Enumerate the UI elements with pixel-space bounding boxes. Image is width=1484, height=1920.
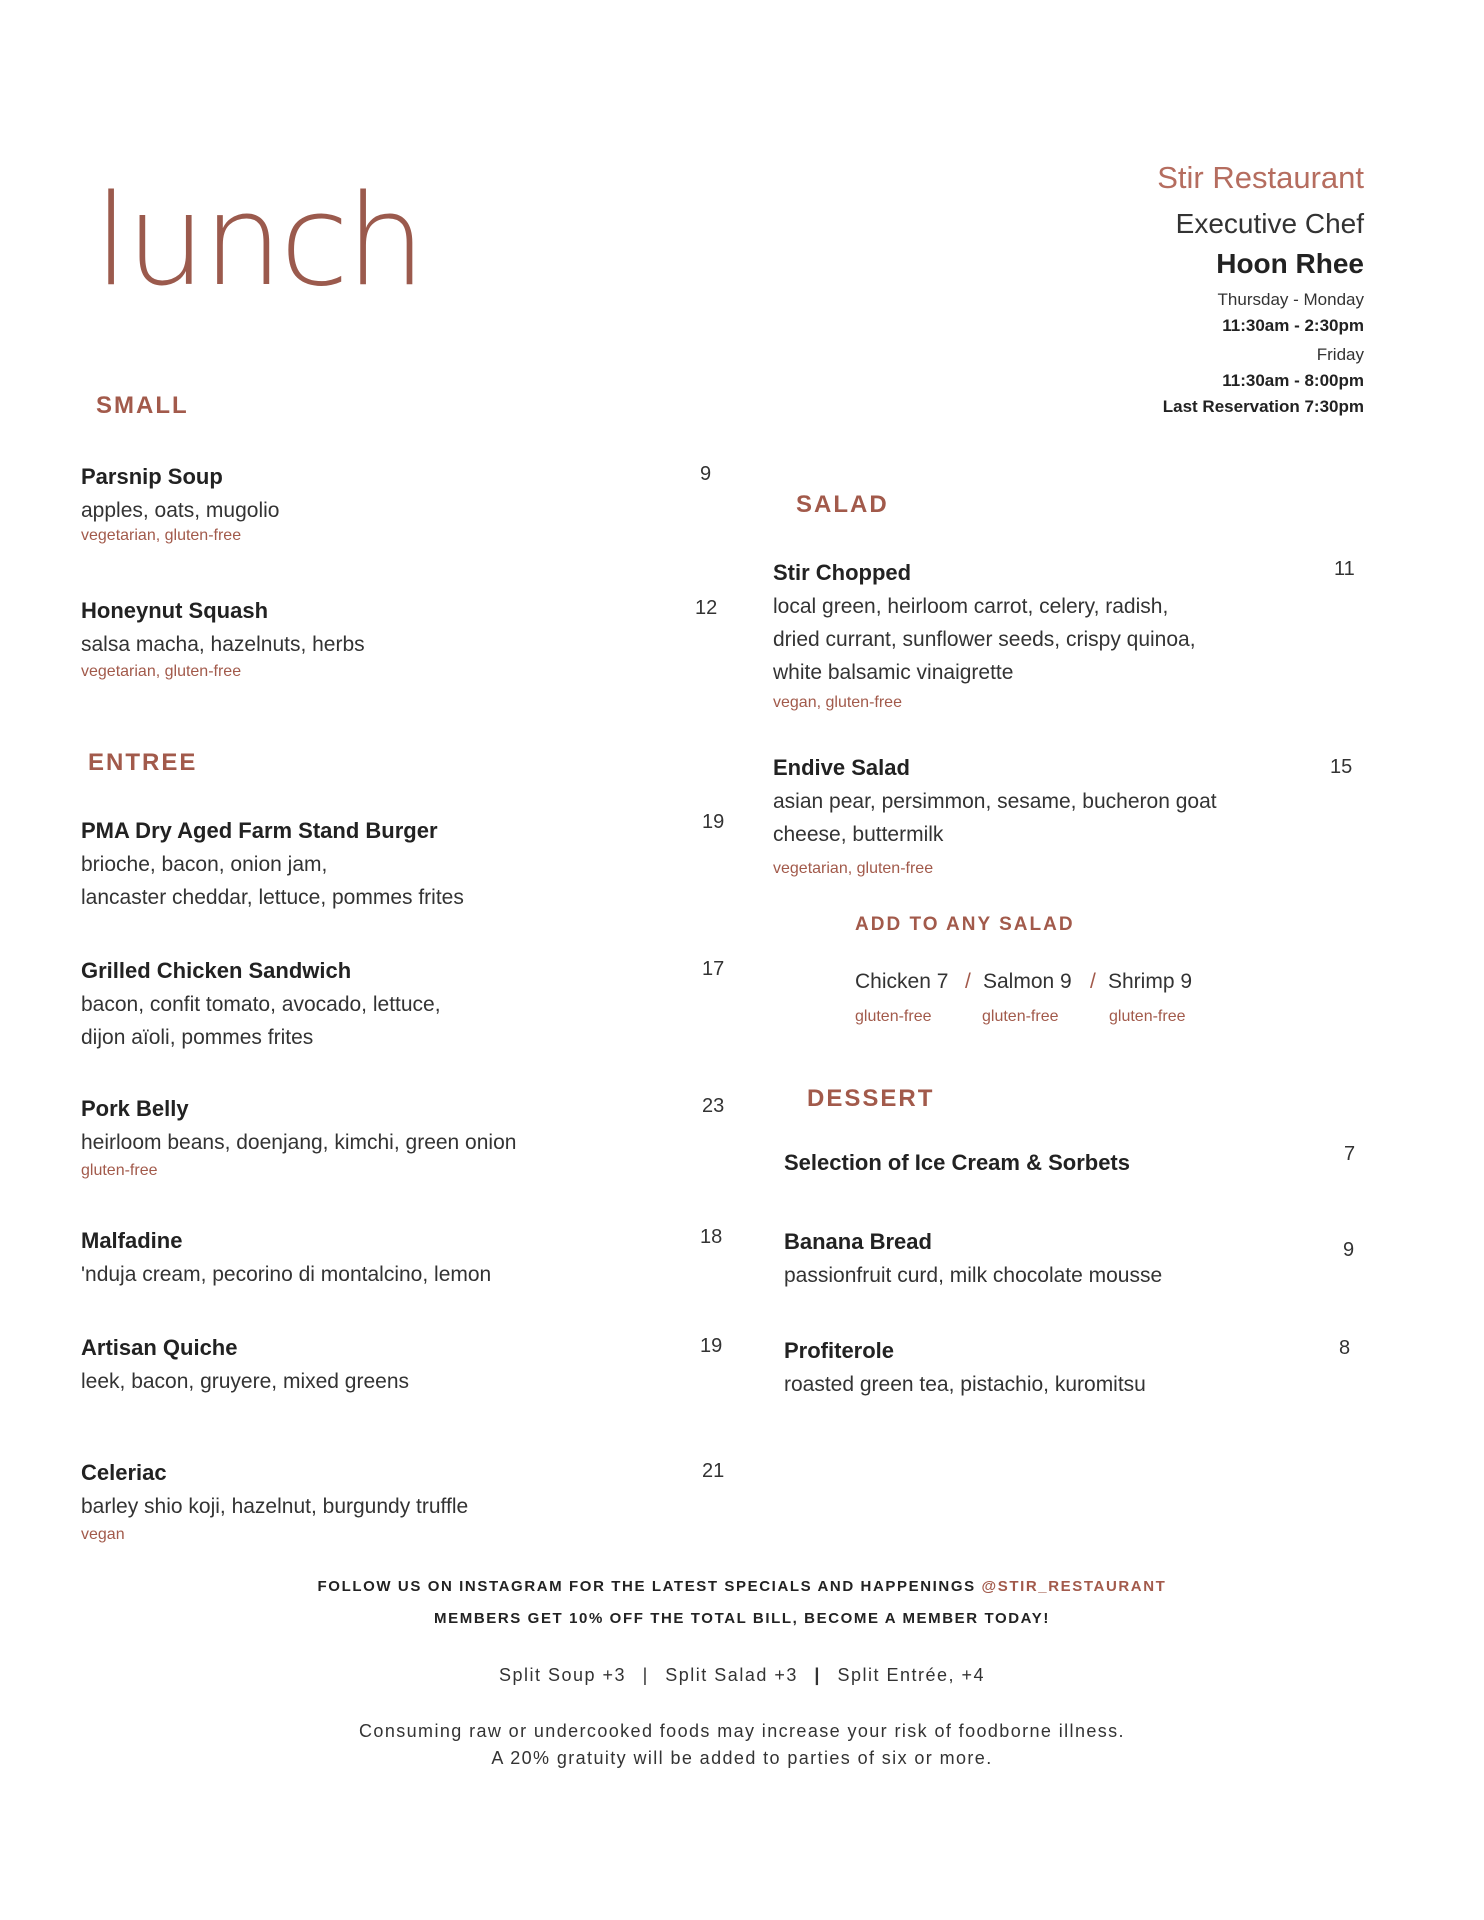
addon-dietary-tag: gluten-free — [982, 1008, 1059, 1025]
item-description: passionfruit curd, milk chocolate mousse — [784, 1264, 1163, 1287]
item-description: heirloom beans, doenjang, kimchi, green onion — [81, 1131, 517, 1154]
item-dietary-tag: vegan, gluten-free — [773, 694, 902, 711]
item-description: roasted green tea, pistachio, kuromitsu — [784, 1373, 1146, 1396]
item-name: Celeriac — [81, 1460, 167, 1485]
item-price: 18 — [700, 1226, 723, 1248]
item-dietary-tag: gluten-free — [81, 1162, 158, 1179]
item-name: Endive Salad — [773, 755, 910, 780]
item-description: asian pear, persimmon, sesame, bucheron goat — [773, 790, 1217, 813]
hours-days-1: Thursday - Monday — [1217, 290, 1364, 309]
item-description: dried currant, sunflower seeds, crispy quinoa, — [773, 628, 1196, 651]
item-description: 'nduja cream, pecorino di montalcino, lemon — [81, 1263, 492, 1286]
item-price: 15 — [1330, 756, 1353, 778]
item-dietary-tag: vegetarian, gluten-free — [773, 860, 934, 877]
item-price: 8 — [1339, 1337, 1351, 1359]
food-safety-notice: Consuming raw or undercooked foods may increase your risk of foodborne illness. — [359, 1721, 1125, 1741]
section-heading-dessert: DESSERT — [807, 1085, 935, 1112]
item-name: Artisan Quiche — [81, 1335, 238, 1360]
instagram-notice — [0, 1578, 1484, 1595]
item-dietary-tag: vegetarian, gluten-free — [81, 527, 242, 544]
restaurant-name: Stir Restaurant — [1157, 160, 1364, 195]
item-name: Parsnip Soup — [81, 464, 223, 489]
split-entree: Split Entrée, +4 — [837, 1665, 986, 1685]
item-description: white balsamic vinaigrette — [773, 661, 1014, 684]
section-heading-small: SMALL — [96, 392, 189, 419]
addon-dietary-tag: gluten-free — [855, 1008, 932, 1025]
item-description: salsa macha, hazelnuts, herbs — [81, 633, 365, 656]
item-dietary-tag: vegan — [81, 1526, 125, 1543]
chef-name: Hoon Rhee — [1216, 248, 1364, 279]
addon-salmon: Salmon 9 — [983, 970, 1072, 993]
item-name: Stir Chopped — [773, 560, 912, 585]
instagram-handle[interactable]: @STIR_RESTAURANT — [981, 1578, 1167, 1595]
addon-dietary-tag: gluten-free — [1109, 1008, 1186, 1025]
menu-title: lunch — [94, 167, 423, 314]
item-price: 9 — [1343, 1239, 1355, 1261]
chef-title: Executive Chef — [1175, 208, 1364, 239]
item-description: apples, oats, mugolio — [81, 499, 280, 522]
item-description: barley shio koji, hazelnut, burgundy truffle — [81, 1495, 469, 1518]
item-price: 9 — [700, 463, 712, 485]
split-divider: | — [814, 1665, 821, 1685]
addon-separator: / — [965, 970, 971, 993]
section-heading-salad: SALAD — [796, 491, 889, 518]
item-price: 19 — [702, 811, 725, 833]
membership-notice: MEMBERS GET 10% OFF THE TOTAL BILL, BECOME A MEMBER TODAY! — [434, 1610, 1050, 1627]
item-name: Selection of Ice Cream & Sorbets — [784, 1150, 1130, 1175]
item-description: local green, heirloom carrot, celery, radish, — [773, 595, 1169, 618]
hours-time-1: 11:30am - 2:30pm — [1222, 316, 1364, 335]
addon-shrimp: Shrimp 9 — [1108, 970, 1193, 993]
item-description: cheese, buttermilk — [773, 823, 944, 846]
instagram-notice-text: FOLLOW US ON INSTAGRAM FOR THE LATEST SPECIALS AND HAPPENINGS — [317, 1578, 982, 1595]
addon-separator: / — [1090, 970, 1096, 993]
split-soup: Split Soup +3 — [498, 1665, 627, 1685]
split-salad: Split Salad +3 — [665, 1665, 798, 1685]
hours-days-2: Friday — [1316, 345, 1364, 364]
item-name: Grilled Chicken Sandwich — [81, 958, 352, 983]
item-description: brioche, bacon, onion jam, — [81, 853, 328, 876]
item-name: Profiterole — [784, 1338, 895, 1363]
section-heading-entree: ENTREE — [88, 749, 198, 776]
gratuity-notice: A 20% gratuity will be added to parties of six or more. — [491, 1748, 993, 1768]
item-price: 21 — [702, 1460, 725, 1482]
item-price: 12 — [695, 597, 718, 619]
split-divider: | — [642, 1665, 649, 1685]
add-to-salad-heading: ADD TO ANY SALAD — [855, 914, 1075, 935]
item-name: Pork Belly — [81, 1096, 189, 1121]
last-reservation: Last Reservation 7:30pm — [1162, 397, 1364, 416]
item-price: 7 — [1344, 1143, 1356, 1165]
item-description: dijon aïoli, pommes frites — [81, 1026, 314, 1049]
addon-chicken: Chicken 7 — [855, 970, 949, 993]
item-description: bacon, confit tomato, avocado, lettuce, — [81, 993, 441, 1016]
hours-time-2: 11:30am - 8:00pm — [1222, 371, 1364, 390]
item-name: Banana Bread — [784, 1229, 932, 1254]
item-description: lancaster cheddar, lettuce, pommes frites — [81, 886, 464, 909]
item-dietary-tag: vegetarian, gluten-free — [81, 663, 242, 680]
item-name: Malfadine — [81, 1228, 183, 1253]
item-price: 19 — [700, 1335, 723, 1357]
item-description: leek, bacon, gruyere, mixed greens — [81, 1370, 410, 1393]
item-price: 17 — [702, 958, 725, 980]
item-name: PMA Dry Aged Farm Stand Burger — [81, 818, 438, 843]
split-charges — [0, 1665, 1484, 1686]
item-price: 23 — [702, 1095, 725, 1117]
item-price: 11 — [1334, 558, 1355, 580]
item-name: Honeynut Squash — [81, 598, 269, 623]
